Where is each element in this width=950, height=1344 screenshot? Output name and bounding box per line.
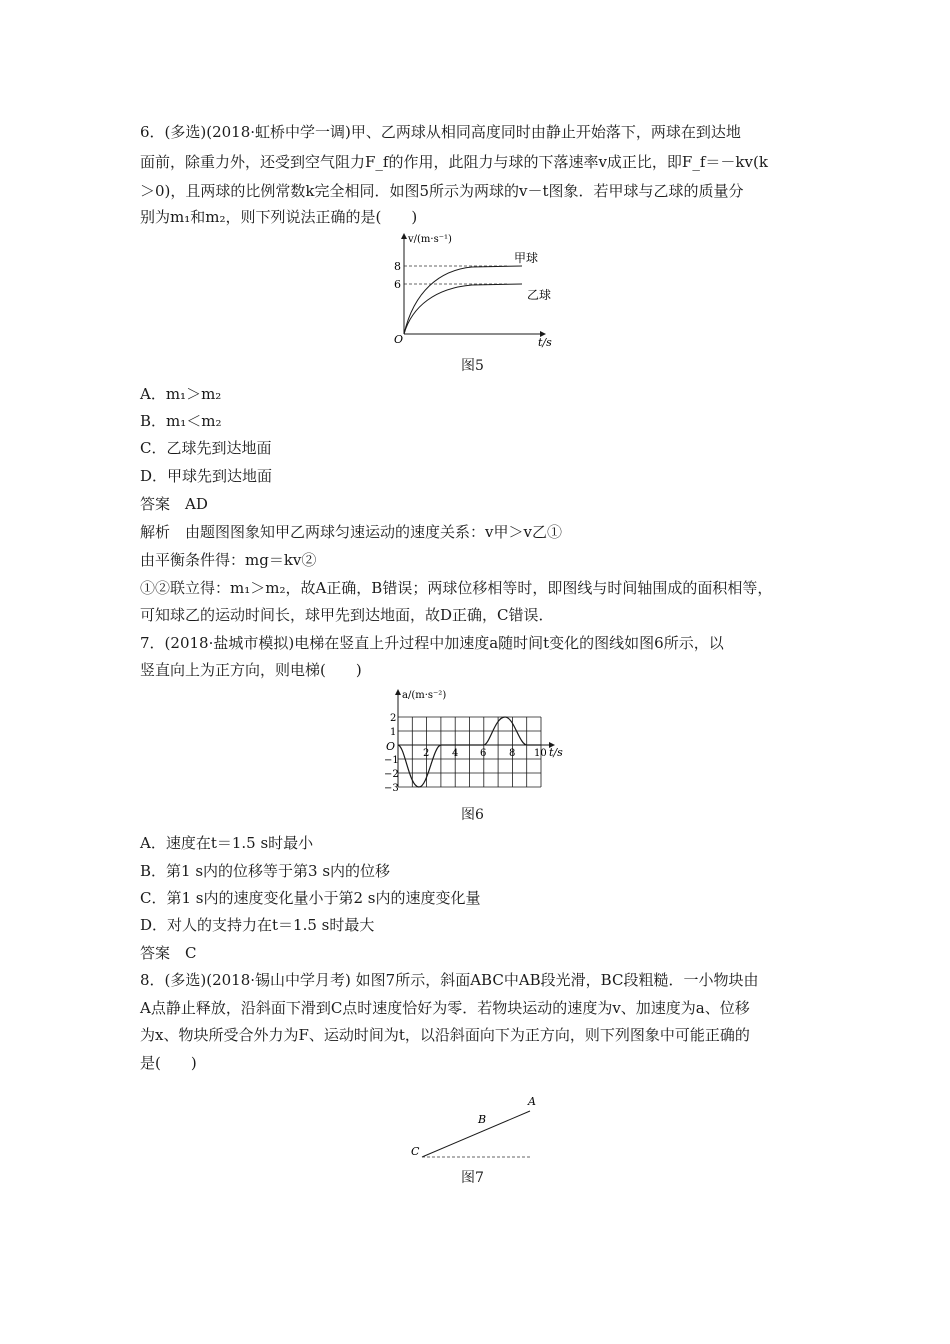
figure-6-caption: 图6 xyxy=(461,807,484,823)
point-c-label: C xyxy=(411,1145,420,1158)
q6-analysis-line: 解析 由题图图象知甲乙两球匀速运动的速度关系：v甲＞v乙① xyxy=(140,523,562,541)
q6-option-d: D．甲球先到达地面 xyxy=(140,467,273,485)
figure-6-at-graph xyxy=(356,684,570,798)
x-axis-label: t/s xyxy=(549,746,563,759)
q7-option-c: C．第1 s内的速度变化量小于第2 s内的速度变化量 xyxy=(140,889,481,907)
point-a-label: A xyxy=(528,1095,536,1108)
x-tick-label: 6 xyxy=(480,748,487,759)
origin-label: O xyxy=(394,333,404,346)
origin-label: O xyxy=(386,740,396,753)
q6-option-c: C．乙球先到达地面 xyxy=(140,439,272,457)
y-axis-label: v/(m·s⁻¹) xyxy=(408,234,452,245)
q7-option-b: B．第1 s内的位移等于第3 s内的位移 xyxy=(140,862,391,880)
q6-option-b: B．m₁＜m₂ xyxy=(140,412,222,430)
x-tick-label: 4 xyxy=(452,748,459,759)
q6-stem-line: 别为m₁和m₂，则下列说法正确的是( ) xyxy=(140,208,418,226)
y-tick-label: 2 xyxy=(390,713,397,724)
grid xyxy=(398,717,541,787)
curve-label-yi: 乙球 xyxy=(527,288,552,302)
point-b-label: B xyxy=(478,1113,487,1126)
q6-stem-line: 面前，除重力外，还受到空气阻力F_f的作用，此阻力与球的下落速率v成正比，即F_f＝－kv(k xyxy=(140,153,768,171)
figure-5-caption: 图5 xyxy=(461,358,484,374)
y-tick-label: −1 xyxy=(384,755,399,766)
x-tick-label: 8 xyxy=(509,748,516,759)
x-tick-label: 2 xyxy=(423,748,430,759)
q6-analysis-line: 由平衡条件得：mg＝kv② xyxy=(140,551,317,569)
y-tick-label: 1 xyxy=(390,727,397,738)
q6-answer: 答案 AD xyxy=(140,495,208,513)
q6-analysis-line: ①②联立得：m₁＞m₂，故A正确，B错误；两球位移相等时，即图线与时间轴围成的面积相等， xyxy=(140,579,773,597)
q7-option-a: A．速度在t＝1.5 s时最小 xyxy=(140,834,314,852)
y-tick-label: 8 xyxy=(394,260,401,273)
q7-option-d: D．对人的支持力在t＝1.5 s时最大 xyxy=(140,916,375,934)
q6-stem-line: ＞0)，且两球的比例常数k完全相同．如图5所示为两球的v－t图象．若甲球与乙球的质量分 xyxy=(140,182,744,200)
q8-stem-line: 是( ) xyxy=(140,1054,197,1072)
q7-stem-line: 7．(2018·盐城市模拟)电梯在竖直上升过程中加速度a随时间t变化的图线如图6所示，以 xyxy=(140,634,724,652)
q8-stem-line: 8．(多选)(2018·锡山中学月考) 如图7所示，斜面ABC中AB段光滑，BC段粗糙．一小物块由 xyxy=(140,971,759,989)
y-axis-label: a/(m·s⁻²) xyxy=(402,690,447,701)
curve-jia xyxy=(404,266,522,334)
q6-stem-line: 6．(多选)(2018·虹桥中学一调)甲、乙两球从相同高度同时由静止开始落下，两球在到达地 xyxy=(140,123,741,141)
curve-yi xyxy=(404,284,522,334)
figure-7-incline xyxy=(400,1085,550,1165)
q7-stem-line: 竖直向上为正方向，则电梯( ) xyxy=(140,661,362,679)
y-tick-label: −2 xyxy=(384,769,399,780)
q8-stem-line: 为x、物块所受合外力为F、运动时间为t，以沿斜面向下为正方向，则下列图象中可能正确的 xyxy=(140,1026,750,1044)
q8-stem-line: A点静止释放，沿斜面下滑到C点时速度恰好为零．若物块运动的速度为v、加速度为a、位移 xyxy=(140,999,750,1017)
x-tick-label: 10 xyxy=(534,748,547,759)
q7-answer: 答案 C xyxy=(140,944,197,962)
incline-line xyxy=(422,1111,530,1157)
figure-5-vt-graph xyxy=(380,226,570,348)
q6-analysis-line: 可知球乙的运动时间长，球甲先到达地面，故D正确，C错误． xyxy=(140,606,554,624)
y-tick-label: −3 xyxy=(384,783,399,794)
y-tick-label: 6 xyxy=(394,278,401,291)
q6-option-a: A．m₁＞m₂ xyxy=(140,385,222,403)
curve-label-jia: 甲球 xyxy=(514,251,539,265)
x-axis-label: t/s xyxy=(538,336,552,348)
figure-7-caption: 图7 xyxy=(461,1170,484,1186)
